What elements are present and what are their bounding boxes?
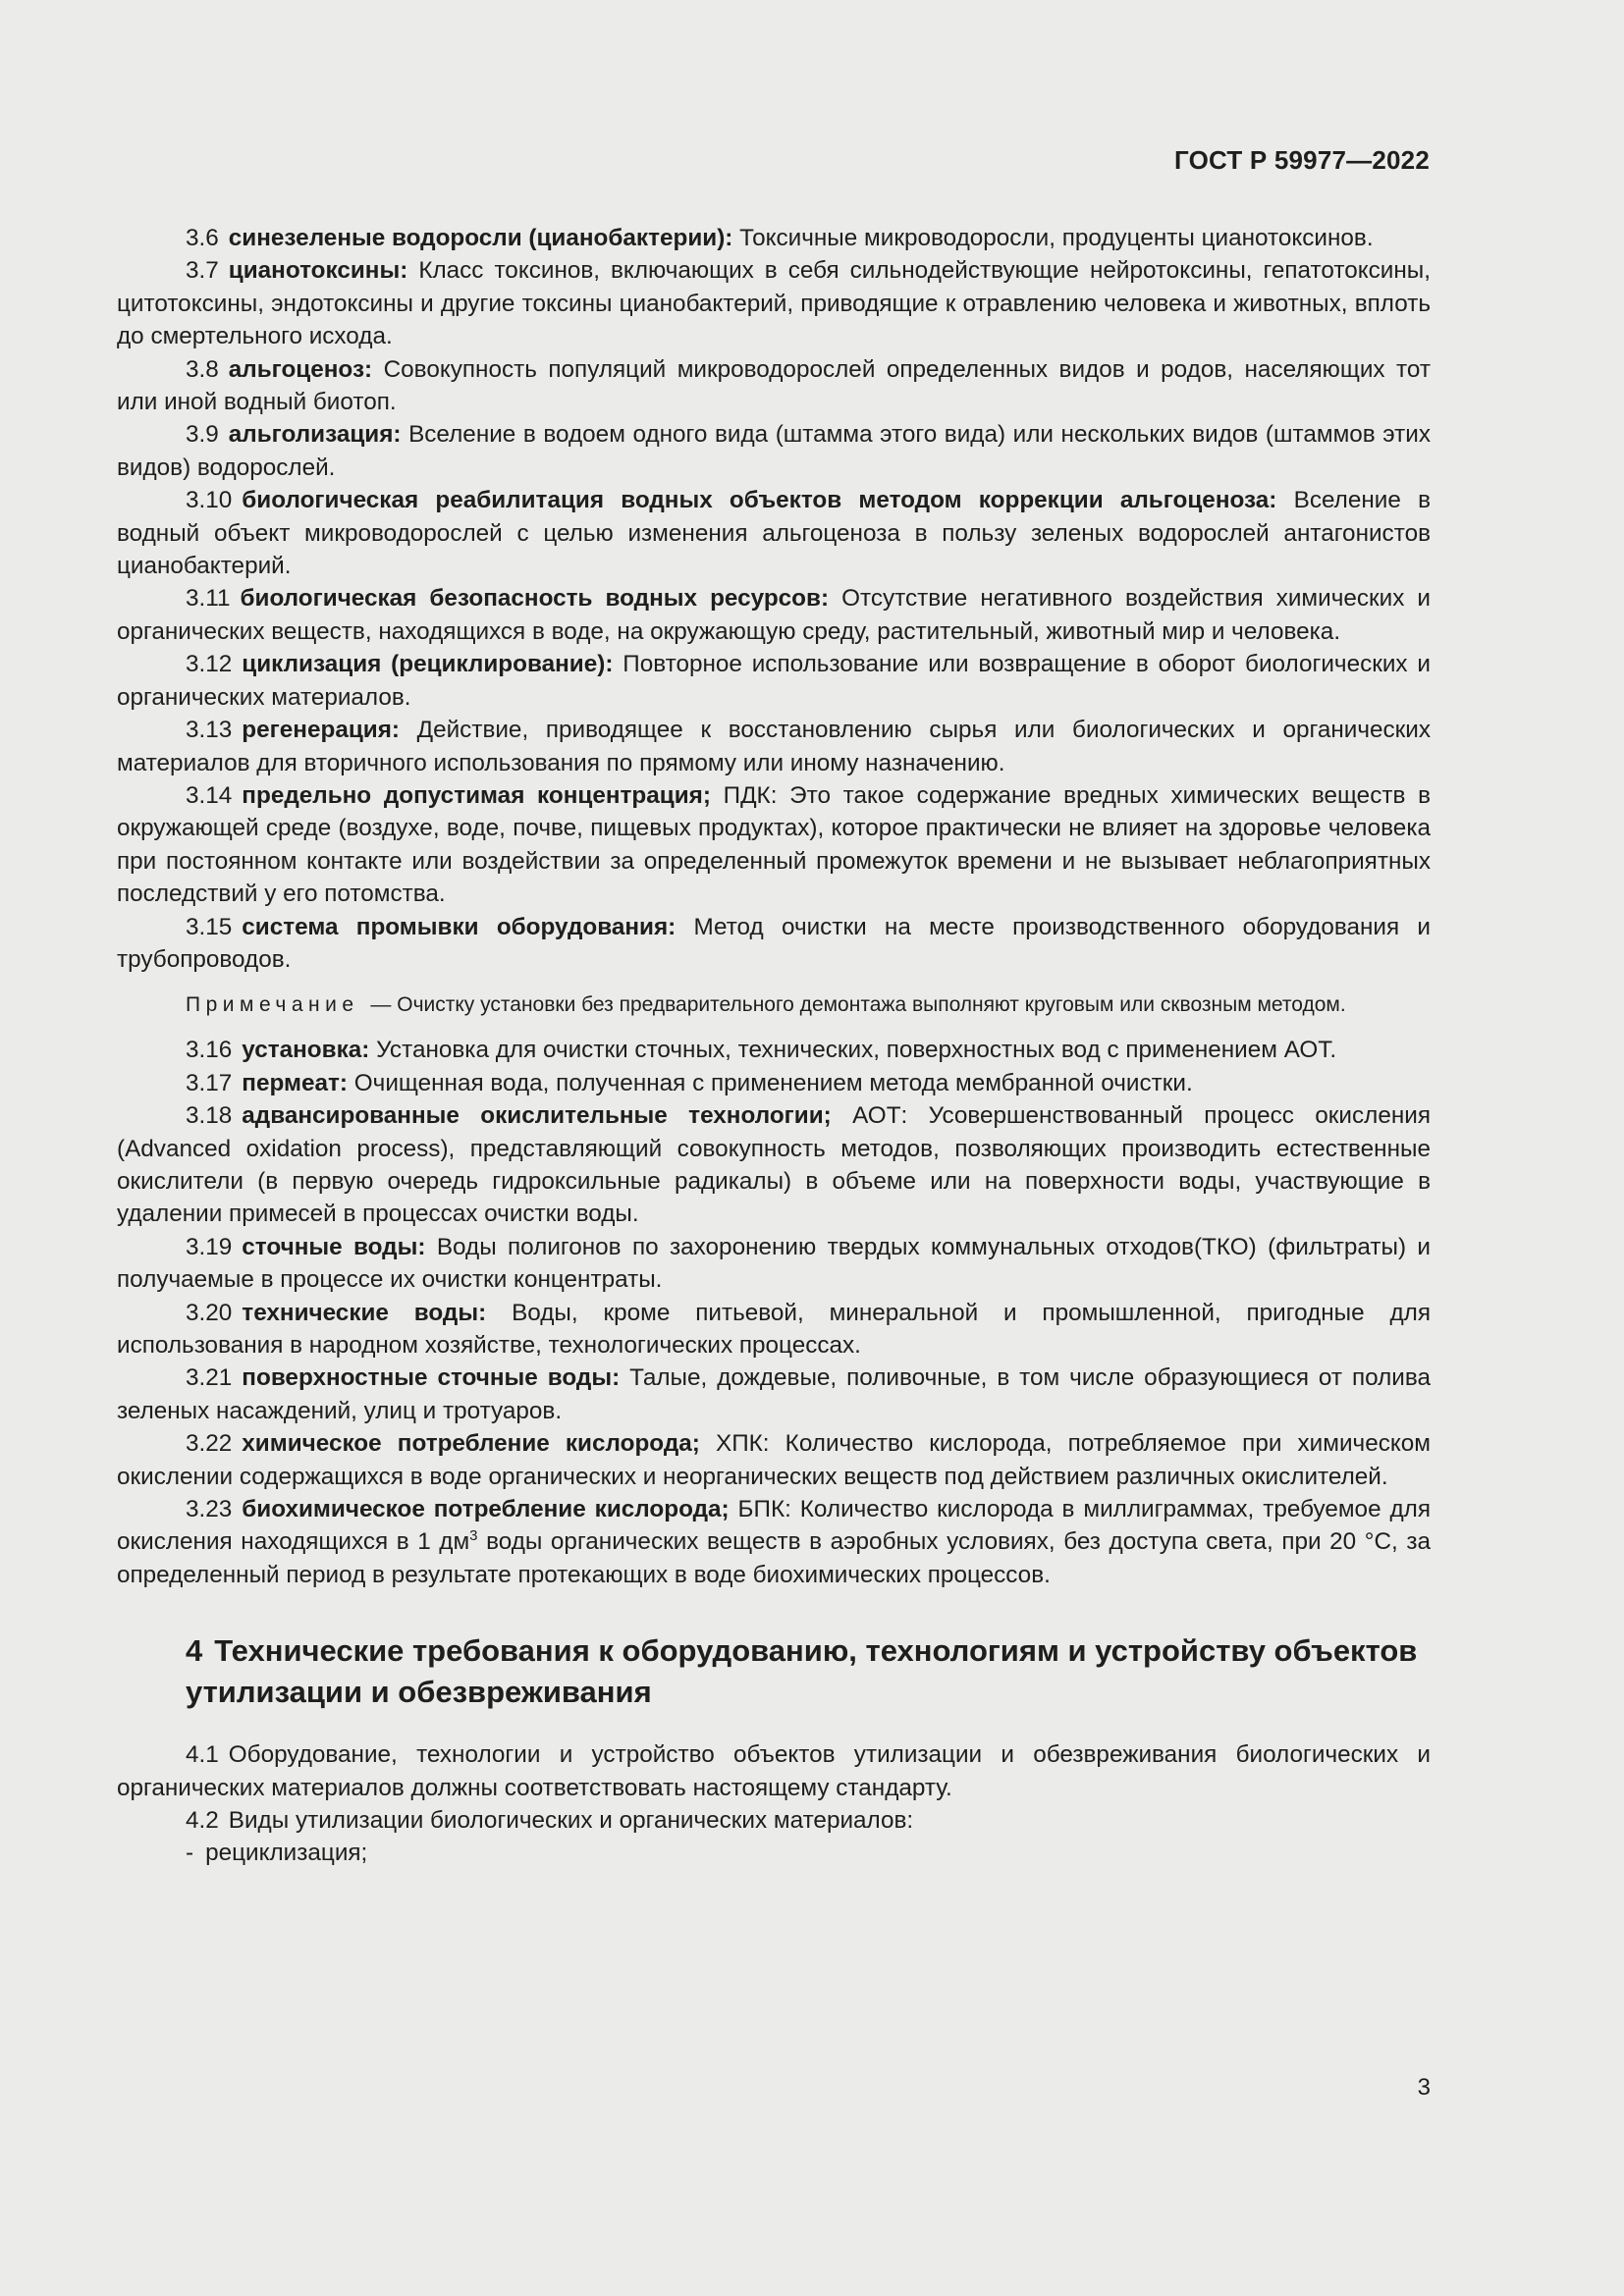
term-name: регенерация: bbox=[242, 717, 400, 744]
term-name: адвансированные окислительные технологии; bbox=[242, 1102, 832, 1130]
term-name: предельно допустимая концентрация; bbox=[242, 781, 711, 809]
term-definition: Токсичные микроводоросли, продуценты цианотоксинов. bbox=[739, 225, 1374, 251]
term-3-14 bbox=[117, 779, 1431, 911]
term-number: 3.20 bbox=[186, 1299, 233, 1326]
term-number: 3.19 bbox=[186, 1233, 233, 1260]
term-3-7 bbox=[117, 254, 1431, 352]
term-definition: Совокупность популяций микроводорослей определенных видов и родов, населяющих тот или иной водный биотоп. bbox=[117, 355, 1431, 416]
term-name: технические воды: bbox=[242, 1299, 487, 1326]
term-3-16 bbox=[117, 1034, 1431, 1066]
paragraph-number: 4.1 bbox=[186, 1741, 219, 1769]
page-number: 3 bbox=[1417, 2074, 1431, 2101]
term-3-22 bbox=[117, 1427, 1431, 1493]
superscript-cubic: 3 bbox=[469, 1527, 478, 1545]
term-number: 3.10 bbox=[186, 487, 233, 514]
term-name: циклизация (рециклирование): bbox=[242, 651, 614, 678]
term-3-8 bbox=[117, 353, 1431, 419]
list-item-text: рециклизация; bbox=[205, 1840, 368, 1867]
term-name: биохимическое потребление кислорода; bbox=[242, 1496, 730, 1523]
note-label: Примечание bbox=[186, 993, 359, 1017]
list-dash: - bbox=[186, 1840, 194, 1867]
term-name: альголизация: bbox=[228, 421, 402, 449]
term-definition: ПДК: Это такое содержание вредных химических веществ в окружающей среде (воздухе, воде, почве, пищевых продуктах), которое практически не влияет на здоровье человека при постоянном контакте или воздействии за определенный промежуток времени и не вызывает неблагоприятных последствий у его потомства. bbox=[117, 781, 1431, 908]
note-text: — Очистку установки без предварительного демонтажа выполняют круговым или сквозным методом. bbox=[370, 993, 1346, 1017]
term-name: химическое потребление кислорода; bbox=[242, 1430, 700, 1458]
term-name: поверхностные сточные воды: bbox=[242, 1364, 621, 1392]
term-definition: ХПК: Количество кислорода, потребляемое при химическом окислении содержащихся в воде органических и неорганических веществ под действием различных окислителей. bbox=[117, 1430, 1431, 1490]
term-definition: Очищенная вода, полученная с применением метода мембранной очистки. bbox=[353, 1069, 1193, 1096]
term-number: 3.21 bbox=[186, 1364, 233, 1392]
term-number: 3.14 bbox=[186, 781, 233, 809]
paragraph-text: Виды утилизации биологических и органических материалов: bbox=[228, 1807, 914, 1835]
document-code-header: ГОСТ Р 59977—2022 bbox=[1174, 145, 1430, 175]
term-definition: Повторное использование или возвращение в оборот биологических и органических материалов. bbox=[117, 651, 1431, 711]
term-definition-part1: БПК: Количество кислорода в миллиграммах, требуемое для окисления находящихся в 1 дм bbox=[117, 1496, 1432, 1556]
term-3-21 bbox=[117, 1362, 1431, 1427]
term-name: биологическая безопасность водных ресурсов: bbox=[240, 585, 830, 613]
term-3-6 bbox=[117, 222, 1431, 254]
term-3-19 bbox=[117, 1231, 1431, 1297]
term-definition: Воды полигонов по захоронению твердых коммунальных отходов(ТКО) (фильтраты) и получаемые в процессе их очистки концентраты. bbox=[117, 1233, 1431, 1294]
term-number: 3.13 bbox=[186, 717, 233, 744]
term-name: сточные воды: bbox=[242, 1233, 426, 1260]
term-number: 3.9 bbox=[186, 421, 219, 449]
term-name: пермеат: bbox=[242, 1069, 348, 1096]
note-paragraph bbox=[117, 989, 1431, 1020]
term-number: 3.8 bbox=[186, 355, 219, 383]
term-name: система промывки оборудования: bbox=[242, 913, 677, 940]
term-number: 3.22 bbox=[186, 1430, 233, 1458]
term-name: цианотоксины: bbox=[228, 257, 408, 285]
term-3-11 bbox=[117, 582, 1431, 648]
document-body bbox=[117, 222, 1431, 1870]
term-definition-part2: воды органических веществ в аэробных условиях, без доступа света, при 20 °С, за определенный период в результате протекающих в воде биохимических процессов. bbox=[117, 1528, 1431, 1588]
term-number: 3.23 bbox=[186, 1496, 233, 1523]
term-definition: Вселение в водный объект микроводорослей с целью изменения альгоценоза в пользу зеленых водорослей антагонистов цианобактерий. bbox=[117, 487, 1431, 580]
term-number: 3.6 bbox=[186, 225, 219, 251]
term-number: 3.12 bbox=[186, 651, 233, 678]
term-3-20 bbox=[117, 1297, 1431, 1362]
term-definition: Класс токсинов, включающих в себя сильнодействующие нейротоксины, гепатотоксины, цитотоксины, эндотоксины и другие токсины цианобактерий, приводящие к отравлению человека и животных, вплоть до смертельного исхода. bbox=[117, 257, 1431, 350]
list-item bbox=[117, 1837, 1431, 1869]
term-3-23 bbox=[117, 1493, 1431, 1591]
term-number: 3.7 bbox=[186, 257, 219, 285]
paragraph-text: Оборудование, технологии и устройство объектов утилизации и обезвреживания биологических и органических материалов должны соответствовать настоящему стандарту. bbox=[117, 1741, 1431, 1801]
term-number: 3.11 bbox=[186, 585, 231, 613]
paragraph-4-2 bbox=[117, 1804, 1431, 1837]
term-name: альгоценоз: bbox=[228, 355, 373, 383]
term-3-10 bbox=[117, 484, 1431, 582]
term-number: 3.17 bbox=[186, 1069, 233, 1096]
term-definition: Вселение в водоем одного вида (штамма этого вида) или нескольких видов (штаммов этих видов) водорослей. bbox=[117, 421, 1431, 481]
term-definition: Метод очистки на месте производственного оборудования и трубопроводов. bbox=[117, 913, 1431, 973]
term-3-13 bbox=[117, 714, 1431, 779]
term-definition: Отсутствие негативного воздействия химических и органических веществ, находящихся в воде, на окружающую среду, растительный, животный мир и человека. bbox=[117, 585, 1431, 645]
term-3-9 bbox=[117, 418, 1431, 484]
term-3-12 bbox=[117, 648, 1431, 714]
paragraph-number: 4.2 bbox=[186, 1807, 219, 1835]
section-number: 4 bbox=[186, 1633, 203, 1669]
term-name: синезеленые водоросли (цианобактерии): bbox=[228, 225, 733, 251]
term-number: 3.15 bbox=[186, 913, 233, 940]
term-number: 3.16 bbox=[186, 1037, 233, 1064]
section-title: Технические требования к оборудованию, технологиям и устройству объектов утилизации и обезвреживания bbox=[186, 1633, 1418, 1710]
term-3-17 bbox=[117, 1067, 1431, 1099]
term-definition: Воды, кроме питьевой, минеральной и промышленной, пригодные для использования в народном хозяйстве, технологических процессах. bbox=[117, 1299, 1431, 1359]
term-definition: Действие, приводящее к восстановлению сырья или биологических и органических материалов для вторичного использования по прямому или иному назначению. bbox=[117, 717, 1431, 776]
term-name: установка: bbox=[242, 1037, 370, 1064]
term-definition: Установка для очистки сточных, технических, поверхностных вод с применением АОТ. bbox=[376, 1037, 1337, 1064]
section-4-heading bbox=[117, 1630, 1431, 1713]
term-3-15 bbox=[117, 911, 1431, 977]
term-definition: АОТ: Усовершенствованный процесс окисления (Advanced oxidation process), представляющий совокупность методов, позволяющих производить естественные окислители (в первую очередь гидроксильные радикалы) в объеме или на поверхности воды, участвующие в удалении примесей в процессах очистки воды. bbox=[117, 1102, 1431, 1228]
paragraph-4-1 bbox=[117, 1738, 1431, 1804]
term-name: биологическая реабилитация водных объектов методом коррекции альгоценоза: bbox=[242, 487, 1277, 514]
term-3-18 bbox=[117, 1099, 1431, 1231]
term-definition: Талые, дождевые, поливочные, в том числе образующиеся от полива зеленых насаждений, улиц и тротуаров. bbox=[117, 1364, 1431, 1424]
term-number: 3.18 bbox=[186, 1102, 233, 1130]
